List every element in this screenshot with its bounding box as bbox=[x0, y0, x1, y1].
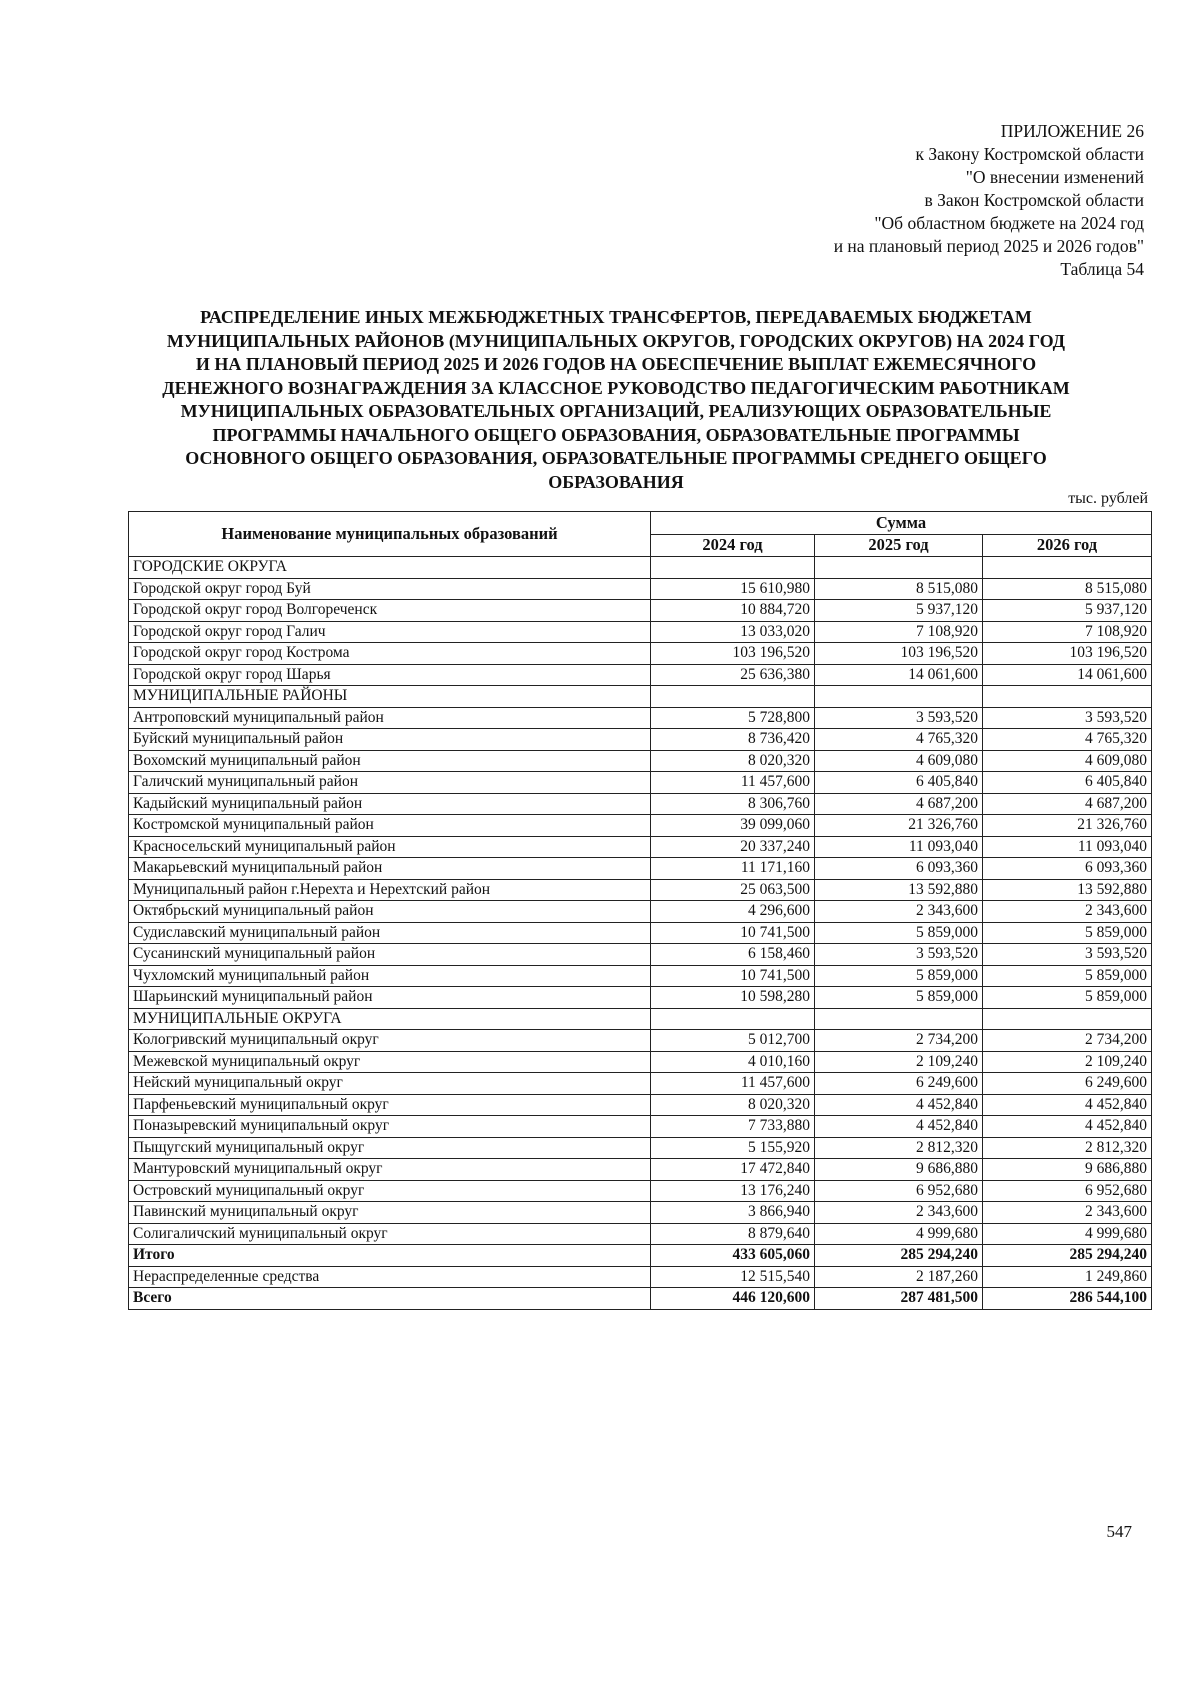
table-row bbox=[129, 1266, 1152, 1288]
table-row bbox=[129, 1073, 1152, 1095]
table-row bbox=[129, 1051, 1152, 1073]
cell-value-2024: 13 033,020 bbox=[651, 621, 815, 643]
header-line: и на плановый период 2025 и 2026 годов" bbox=[833, 236, 1144, 256]
cell-value-2025: 4 452,840 bbox=[815, 1116, 983, 1138]
cell-value-2026: 5 859,000 bbox=[983, 965, 1152, 987]
cell-value-2025: 103 196,520 bbox=[815, 643, 983, 665]
cell-name: Островский муниципальный округ bbox=[129, 1180, 651, 1202]
cell-value-2026: 5 859,000 bbox=[983, 987, 1152, 1009]
cell-name: Макарьевский муниципальный район bbox=[129, 858, 651, 880]
cell-value-2026: 5 859,000 bbox=[983, 922, 1152, 944]
title-line: РАСПРЕДЕЛЕНИЕ ИНЫХ МЕЖБЮДЖЕТНЫХ ТРАНСФЕРТОВ, ПЕРЕДАВАЕМЫХ БЮДЖЕТАМ bbox=[200, 307, 1032, 327]
cell-value-2025: 21 326,760 bbox=[815, 815, 983, 837]
table-row bbox=[129, 1223, 1152, 1245]
cell-value-2024: 39 099,060 bbox=[651, 815, 815, 837]
cell-value-2025: 2 187,260 bbox=[815, 1266, 983, 1288]
cell-value-2026: 6 952,680 bbox=[983, 1180, 1152, 1202]
header-line: к Закону Костромской области bbox=[915, 144, 1144, 164]
cell-name: Нераспределенные средства bbox=[129, 1266, 651, 1288]
cell-value-2024: 11 171,160 bbox=[651, 858, 815, 880]
cell-value-2025: 4 999,680 bbox=[815, 1223, 983, 1245]
cell-value-2026: 3 593,520 bbox=[983, 707, 1152, 729]
cell-value-2026: 103 196,520 bbox=[983, 643, 1152, 665]
cell-value-2025: 2 343,600 bbox=[815, 1202, 983, 1224]
title-line: И НА ПЛАНОВЫЙ ПЕРИОД 2025 И 2026 ГОДОВ НА ОБЕСПЕЧЕНИЕ ВЫПЛАТ ЕЖЕМЕСЯЧНОГО bbox=[195, 354, 1037, 374]
cell-value-2024: 20 337,240 bbox=[651, 836, 815, 858]
cell-name: Муниципальный район г.Нерехта и Нерехтский район bbox=[129, 879, 651, 901]
cell-value-2025: 4 452,840 bbox=[815, 1094, 983, 1116]
cell-value-2026: 4 765,320 bbox=[983, 729, 1152, 751]
cell-value-2024: 13 176,240 bbox=[651, 1180, 815, 1202]
cell-value-2025: 2 109,240 bbox=[815, 1051, 983, 1073]
cell-value-2025: 4 609,080 bbox=[815, 750, 983, 772]
cell-value-2024: 5 728,800 bbox=[651, 707, 815, 729]
cell-value-2026: 8 515,080 bbox=[983, 578, 1152, 600]
cell-value-2024: 446 120,600 bbox=[651, 1288, 815, 1310]
cell-name: Чухломский муниципальный район bbox=[129, 965, 651, 987]
cell-value-2024: 10 741,500 bbox=[651, 965, 815, 987]
cell-value-2026: 286 544,100 bbox=[983, 1288, 1152, 1310]
cell-value-2024: 8 736,420 bbox=[651, 729, 815, 751]
table-row bbox=[129, 600, 1152, 622]
cell-value-2026 bbox=[983, 686, 1152, 708]
table-row bbox=[129, 643, 1152, 665]
cell-value-2026: 6 249,600 bbox=[983, 1073, 1152, 1095]
cell-value-2026: 21 326,760 bbox=[983, 815, 1152, 837]
table-body bbox=[129, 557, 1152, 1310]
title-line: МУНИЦИПАЛЬНЫХ РАЙОНОВ (МУНИЦИПАЛЬНЫХ ОКРУГОВ, ГОРОДСКИХ ОКРУГОВ) НА 2024 ГОД bbox=[166, 330, 1066, 351]
cell-name: Буйский муниципальный район bbox=[129, 729, 651, 751]
table-row bbox=[129, 965, 1152, 987]
cell-value-2026: 11 093,040 bbox=[983, 836, 1152, 858]
cell-name: Шарьинский муниципальный район bbox=[129, 987, 651, 1009]
table-row bbox=[129, 621, 1152, 643]
cell-value-2025: 285 294,240 bbox=[815, 1245, 983, 1267]
cell-name: Межевской муниципальный округ bbox=[129, 1051, 651, 1073]
column-header-sum: Сумма bbox=[651, 512, 1152, 535]
table-row bbox=[129, 707, 1152, 729]
cell-value-2025: 11 093,040 bbox=[815, 836, 983, 858]
cell-value-2026: 2 109,240 bbox=[983, 1051, 1152, 1073]
cell-value-2024: 11 457,600 bbox=[651, 1073, 815, 1095]
cell-value-2026: 2 343,600 bbox=[983, 1202, 1152, 1224]
cell-value-2026: 14 061,600 bbox=[983, 664, 1152, 686]
header-line: ПРИЛОЖЕНИЕ 26 bbox=[1000, 121, 1144, 141]
cell-value-2026 bbox=[983, 1008, 1152, 1030]
header-line: Таблица 54 bbox=[1060, 259, 1144, 279]
table-row bbox=[129, 901, 1152, 923]
cell-value-2025: 5 859,000 bbox=[815, 987, 983, 1009]
cell-value-2024: 10 741,500 bbox=[651, 922, 815, 944]
cell-value-2024: 6 158,460 bbox=[651, 944, 815, 966]
title-line: ПРОГРАММЫ НАЧАЛЬНОГО ОБЩЕГО ОБРАЗОВАНИЯ, ОБРАЗОВАТЕЛЬНЫЕ ПРОГРАММЫ bbox=[212, 424, 1020, 445]
table-row bbox=[129, 1202, 1152, 1224]
cell-name: Павинский муниципальный округ bbox=[129, 1202, 651, 1224]
table-row bbox=[129, 1159, 1152, 1181]
cell-value-2026: 6 093,360 bbox=[983, 858, 1152, 880]
cell-value-2025 bbox=[815, 1008, 983, 1030]
cell-value-2024: 3 866,940 bbox=[651, 1202, 815, 1224]
table-row bbox=[129, 664, 1152, 686]
table-row bbox=[129, 750, 1152, 772]
table-row bbox=[129, 772, 1152, 794]
table-row bbox=[129, 922, 1152, 944]
column-header-2026: 2026 год bbox=[983, 534, 1152, 557]
cell-value-2025: 7 108,920 bbox=[815, 621, 983, 643]
cell-name: Нейский муниципальный округ bbox=[129, 1073, 651, 1095]
header-line: в Закон Костромской области bbox=[924, 190, 1144, 210]
cell-name: Антроповский муниципальный район bbox=[129, 707, 651, 729]
cell-value-2025: 9 686,880 bbox=[815, 1159, 983, 1181]
cell-value-2025: 13 592,880 bbox=[815, 879, 983, 901]
cell-name: Городской округ город Галич bbox=[129, 621, 651, 643]
header-line: "О внесении изменений bbox=[965, 167, 1144, 187]
cell-value-2024: 4 010,160 bbox=[651, 1051, 815, 1073]
title-line: ОСНОВНОГО ОБЩЕГО ОБРАЗОВАНИЯ, ОБРАЗОВАТЕЛЬНЫЕ ПРОГРАММЫ СРЕДНЕГО ОБЩЕГО bbox=[185, 448, 1047, 468]
cell-value-2025: 14 061,600 bbox=[815, 664, 983, 686]
cell-name: Солигаличский муниципальный округ bbox=[129, 1223, 651, 1245]
cell-name: Городской округ город Буй bbox=[129, 578, 651, 600]
table-row bbox=[129, 793, 1152, 815]
cell-value-2025: 5 859,000 bbox=[815, 965, 983, 987]
cell-name: ГОРОДСКИЕ ОКРУГА bbox=[129, 557, 651, 579]
table-row bbox=[129, 1137, 1152, 1159]
table-row bbox=[129, 1094, 1152, 1116]
cell-value-2024: 5 012,700 bbox=[651, 1030, 815, 1052]
appendix-header bbox=[834, 120, 1144, 281]
cell-value-2024: 12 515,540 bbox=[651, 1266, 815, 1288]
cell-value-2025: 3 593,520 bbox=[815, 707, 983, 729]
cell-value-2026: 285 294,240 bbox=[983, 1245, 1152, 1267]
cell-value-2024: 10 598,280 bbox=[651, 987, 815, 1009]
cell-value-2024: 11 457,600 bbox=[651, 772, 815, 794]
cell-value-2024: 103 196,520 bbox=[651, 643, 815, 665]
cell-name: МУНИЦИПАЛЬНЫЕ ОКРУГА bbox=[129, 1008, 651, 1030]
cell-value-2026: 4 687,200 bbox=[983, 793, 1152, 815]
column-header-name: Наименование муниципальных образований bbox=[129, 512, 651, 557]
table-row bbox=[129, 1180, 1152, 1202]
cell-value-2025: 2 343,600 bbox=[815, 901, 983, 923]
cell-value-2024: 5 155,920 bbox=[651, 1137, 815, 1159]
cell-value-2025: 6 249,600 bbox=[815, 1073, 983, 1095]
cell-value-2026 bbox=[983, 557, 1152, 579]
cell-value-2026: 4 609,080 bbox=[983, 750, 1152, 772]
cell-name: Итого bbox=[129, 1245, 651, 1267]
cell-value-2026: 1 249,860 bbox=[983, 1266, 1152, 1288]
cell-value-2026: 4 452,840 bbox=[983, 1094, 1152, 1116]
cell-value-2025: 8 515,080 bbox=[815, 578, 983, 600]
cell-value-2025 bbox=[815, 686, 983, 708]
cell-value-2026: 7 108,920 bbox=[983, 621, 1152, 643]
cell-name: Сусанинский муниципальный район bbox=[129, 944, 651, 966]
title-line: ДЕНЕЖНОГО ВОЗНАГРАЖДЕНИЯ ЗА КЛАССНОЕ РУКОВОДСТВО ПЕДАГОГИЧЕСКИМ РАБОТНИКАМ bbox=[162, 377, 1070, 398]
cell-name: МУНИЦИПАЛЬНЫЕ РАЙОНЫ bbox=[129, 686, 651, 708]
cell-name: Кологривский муниципальный округ bbox=[129, 1030, 651, 1052]
cell-value-2025: 6 405,840 bbox=[815, 772, 983, 794]
cell-value-2025 bbox=[815, 557, 983, 579]
cell-value-2025: 2 734,200 bbox=[815, 1030, 983, 1052]
table-row bbox=[129, 1030, 1152, 1052]
column-header-2025: 2025 год bbox=[815, 534, 983, 557]
header-line: "Об областном бюджете на 2024 год bbox=[874, 213, 1144, 233]
cell-value-2025: 6 093,360 bbox=[815, 858, 983, 880]
section-row bbox=[129, 686, 1152, 708]
cell-name: Судиславский муниципальный район bbox=[129, 922, 651, 944]
cell-value-2026: 6 405,840 bbox=[983, 772, 1152, 794]
cell-value-2026: 2 343,600 bbox=[983, 901, 1152, 923]
cell-value-2024: 8 020,320 bbox=[651, 1094, 815, 1116]
cell-name: Городской округ город Кострома bbox=[129, 643, 651, 665]
cell-value-2024: 25 063,500 bbox=[651, 879, 815, 901]
total-row bbox=[129, 1245, 1152, 1267]
cell-name: Вохомский муниципальный район bbox=[129, 750, 651, 772]
cell-name: Городской округ город Шарья bbox=[129, 664, 651, 686]
cell-name: Костромской муниципальный район bbox=[129, 815, 651, 837]
table-row bbox=[129, 879, 1152, 901]
cell-value-2025: 287 481,500 bbox=[815, 1288, 983, 1310]
cell-name: Мантуровский муниципальный округ bbox=[129, 1159, 651, 1181]
cell-value-2025: 6 952,680 bbox=[815, 1180, 983, 1202]
cell-value-2026: 3 593,520 bbox=[983, 944, 1152, 966]
title-line: ОБРАЗОВАНИЯ bbox=[548, 471, 684, 492]
cell-value-2025: 2 812,320 bbox=[815, 1137, 983, 1159]
cell-name: Пыщугский муниципальный округ bbox=[129, 1137, 651, 1159]
cell-value-2024: 4 296,600 bbox=[651, 901, 815, 923]
section-row bbox=[129, 1008, 1152, 1030]
cell-name: Парфеньевский муниципальный округ bbox=[129, 1094, 651, 1116]
cell-name: Кадыйский муниципальный район bbox=[129, 793, 651, 815]
cell-value-2025: 5 937,120 bbox=[815, 600, 983, 622]
units-label: тыс. рублей bbox=[1068, 490, 1148, 507]
cell-value-2026: 9 686,880 bbox=[983, 1159, 1152, 1181]
cell-name: Поназыревский муниципальный округ bbox=[129, 1116, 651, 1138]
table-row bbox=[129, 1116, 1152, 1138]
cell-value-2024: 15 610,980 bbox=[651, 578, 815, 600]
distribution-table bbox=[128, 511, 1152, 1310]
document-title bbox=[118, 306, 1114, 494]
table-header-row bbox=[129, 512, 1152, 535]
cell-value-2024: 433 605,060 bbox=[651, 1245, 815, 1267]
cell-value-2024 bbox=[651, 1008, 815, 1030]
table-row bbox=[129, 858, 1152, 880]
cell-value-2024: 10 884,720 bbox=[651, 600, 815, 622]
cell-value-2024: 8 306,760 bbox=[651, 793, 815, 815]
cell-name: Галичский муниципальный район bbox=[129, 772, 651, 794]
cell-value-2024: 7 733,880 bbox=[651, 1116, 815, 1138]
title-line: МУНИЦИПАЛЬНЫХ ОБРАЗОВАТЕЛЬНЫХ ОРГАНИЗАЦИЙ, РЕАЛИЗУЮЩИХ ОБРАЗОВАТЕЛЬНЫЕ bbox=[180, 401, 1052, 421]
cell-name: Октябрьский муниципальный район bbox=[129, 901, 651, 923]
cell-value-2026: 4 452,840 bbox=[983, 1116, 1152, 1138]
table-row bbox=[129, 987, 1152, 1009]
cell-name: Городской округ город Волгореченск bbox=[129, 600, 651, 622]
table-row bbox=[129, 944, 1152, 966]
cell-value-2025: 3 593,520 bbox=[815, 944, 983, 966]
cell-value-2024 bbox=[651, 557, 815, 579]
cell-name: Всего bbox=[129, 1288, 651, 1310]
column-header-2024: 2024 год bbox=[651, 534, 815, 557]
cell-value-2026: 2 734,200 bbox=[983, 1030, 1152, 1052]
cell-value-2024: 25 636,380 bbox=[651, 664, 815, 686]
page-number: 547 bbox=[1106, 1522, 1132, 1541]
cell-value-2025: 4 765,320 bbox=[815, 729, 983, 751]
cell-value-2024: 8 020,320 bbox=[651, 750, 815, 772]
table-row bbox=[129, 578, 1152, 600]
section-row bbox=[129, 557, 1152, 579]
cell-value-2025: 5 859,000 bbox=[815, 922, 983, 944]
cell-value-2024: 8 879,640 bbox=[651, 1223, 815, 1245]
table-row bbox=[129, 729, 1152, 751]
cell-value-2024 bbox=[651, 686, 815, 708]
cell-name: Красносельский муниципальный район bbox=[129, 836, 651, 858]
table-row bbox=[129, 836, 1152, 858]
cell-value-2025: 4 687,200 bbox=[815, 793, 983, 815]
cell-value-2026: 5 937,120 bbox=[983, 600, 1152, 622]
total-row bbox=[129, 1288, 1152, 1310]
cell-value-2026: 13 592,880 bbox=[983, 879, 1152, 901]
cell-value-2026: 4 999,680 bbox=[983, 1223, 1152, 1245]
cell-value-2024: 17 472,840 bbox=[651, 1159, 815, 1181]
table-row bbox=[129, 815, 1152, 837]
cell-value-2026: 2 812,320 bbox=[983, 1137, 1152, 1159]
